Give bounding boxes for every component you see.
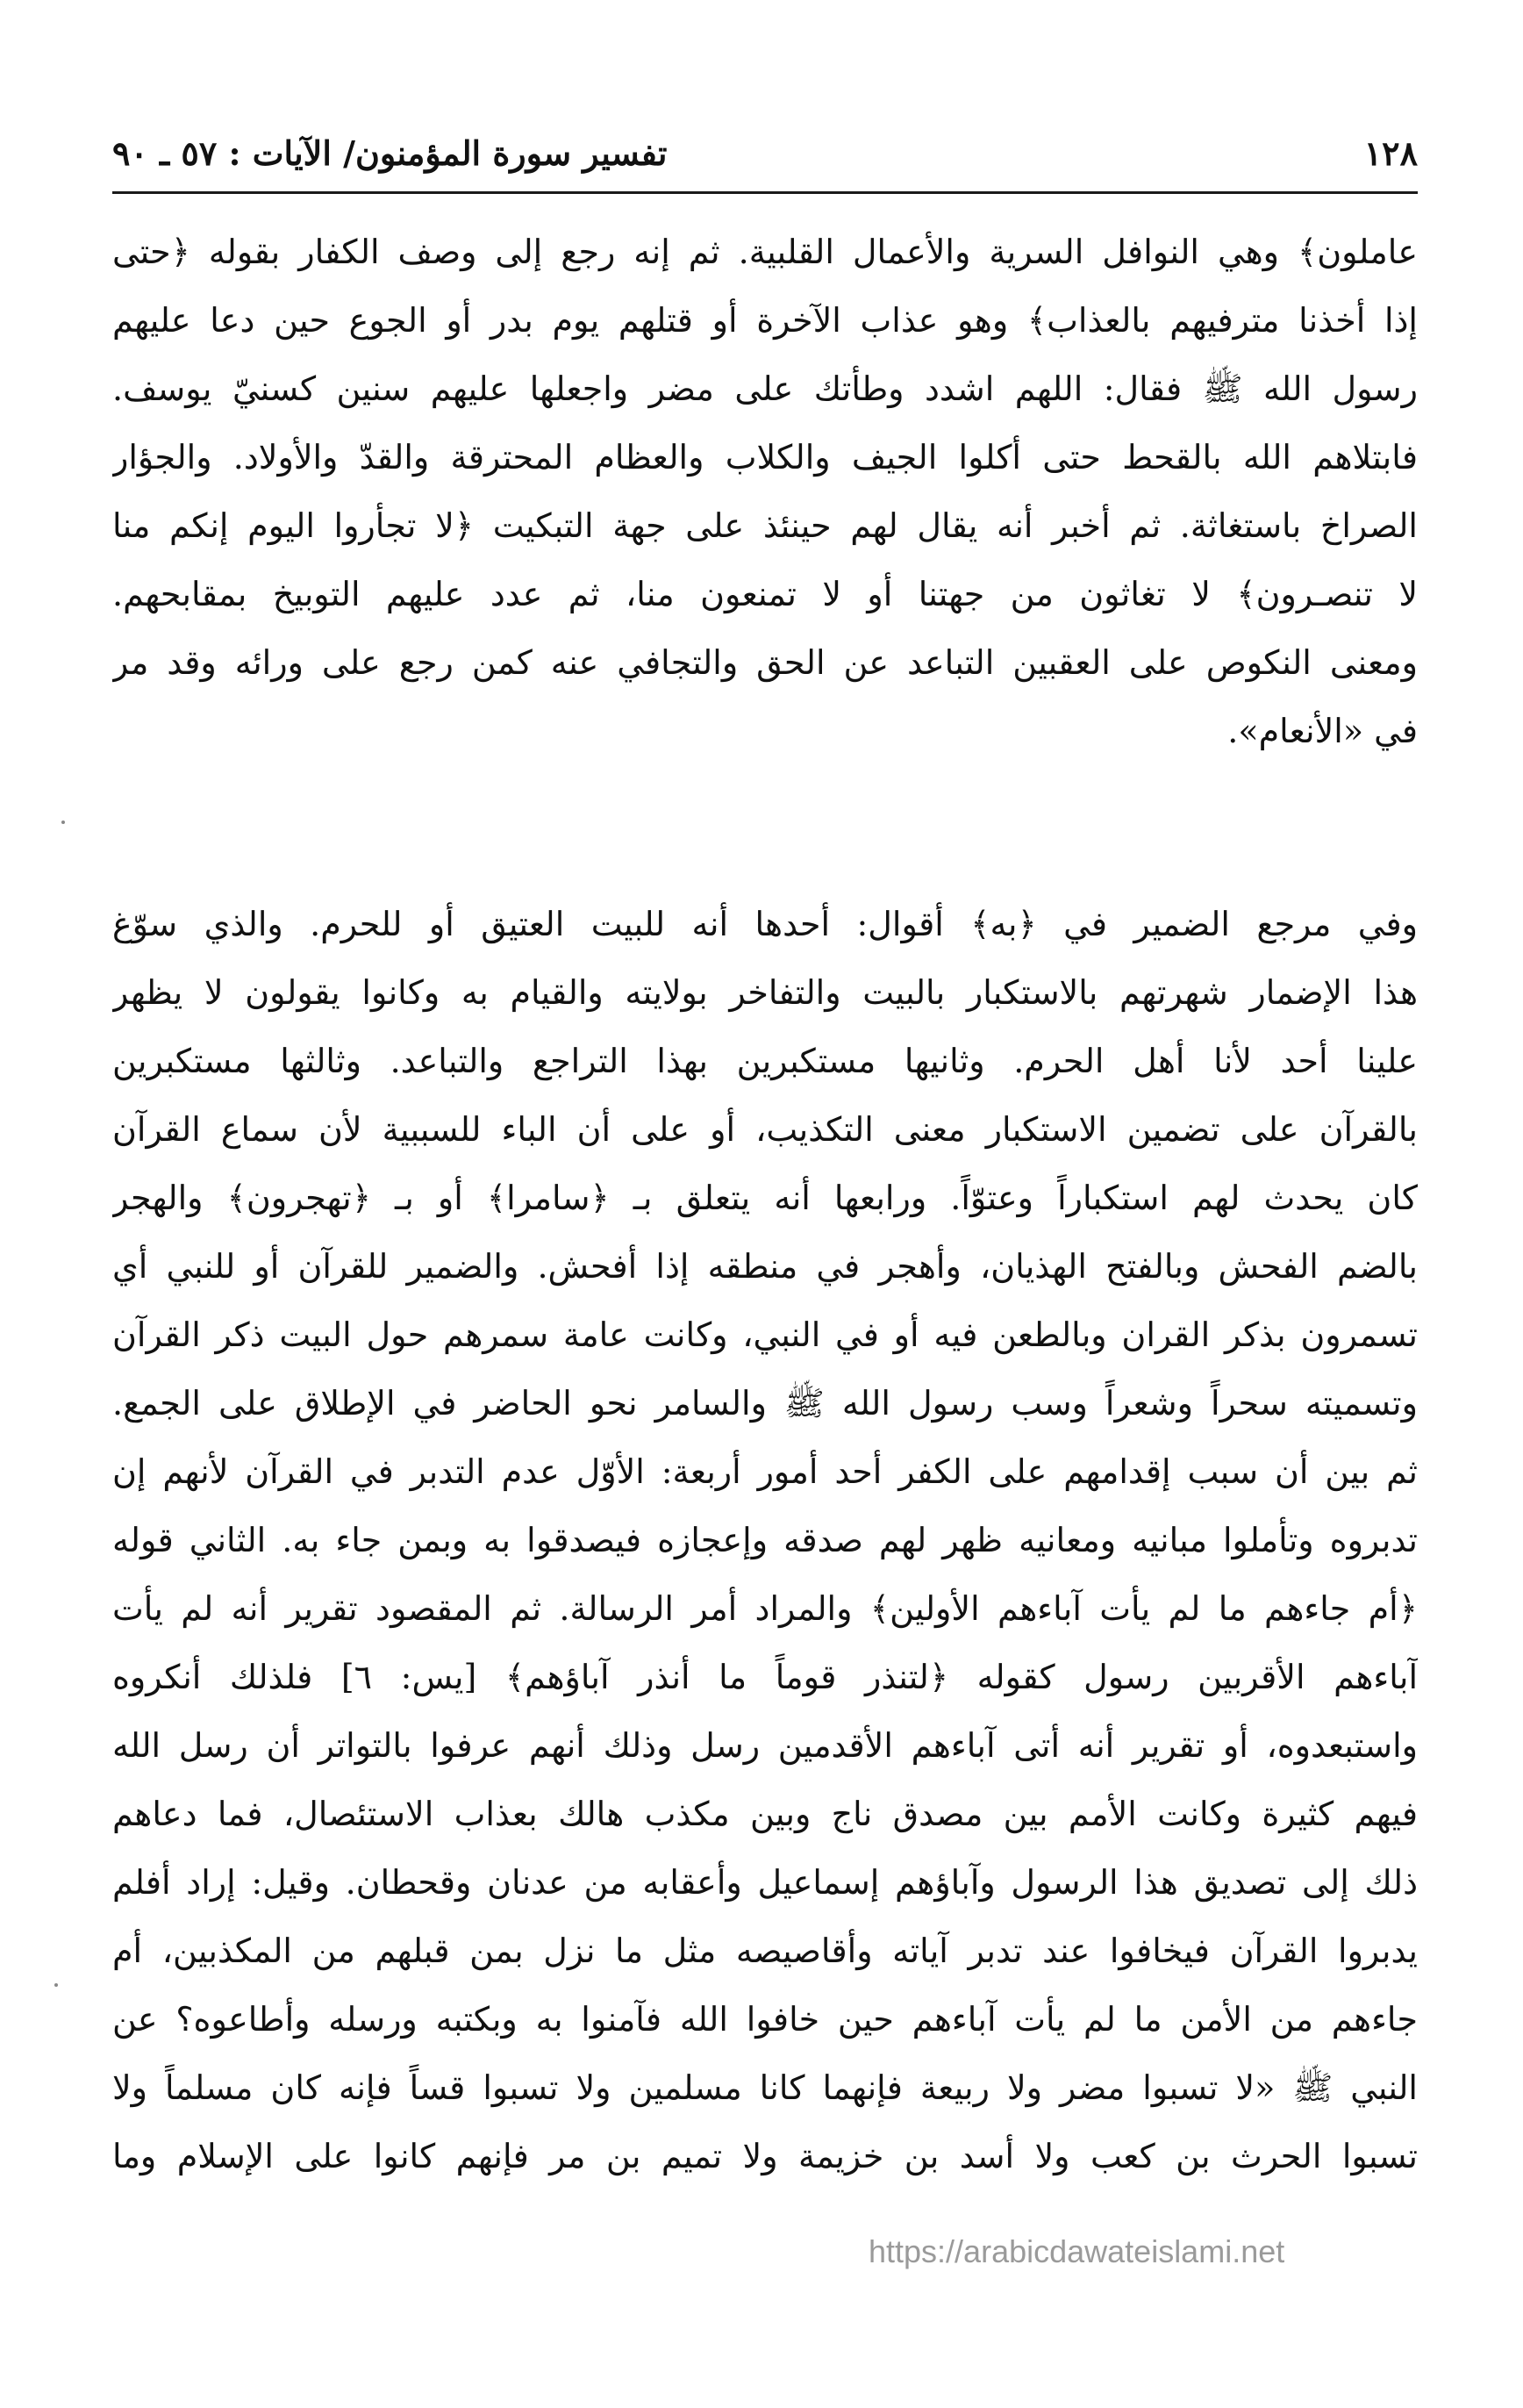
text-line: تدبروه وتأملوا مبانيه ومعانيه ظهر لهم صدقه وإعجازه فيصدقوا به وبمن جاء به. الثاني قوله: [112, 1521, 1418, 1559]
text-line: هذا الإضمار شهرتهم بالاستكبار بالبيت والتفاخر بولايته والقيام به وكانوا يقولون لا يظهر: [112, 973, 1418, 1012]
text-line: آباءهم الأقربين رسول كقوله ﴿لتنذر قوماً ما أنذر آباؤهم﴾ [يس: ٦] فلذلك أنكروه: [112, 1658, 1418, 1696]
text-line: رسول الله ﷺ فقال: اللهم اشدد وطأتك على مضر واجعلها عليهم سنين كسنيّ يوسف.: [112, 369, 1418, 408]
text-line: الصراخ باستغاثة. ثم أخبر أنه يقال لهم حينئذ على جهة التبكيت ﴿لا تجأروا اليوم إنكم منا: [112, 506, 1418, 545]
page-number: ١٢٨: [1363, 133, 1418, 173]
scan-speck: [54, 1983, 58, 1987]
text-line: تسمرون بذكر القران وبالطعن فيه أو في النبي، وكانت عامة سمرهم حول البيت ذكر القرآن: [112, 1315, 1418, 1354]
text-line: ذلك إلى تصديق هذا الرسول وآباؤهم إسماعيل وأعقابه من عدنان وقحطان. وقيل: إراد أفلم: [112, 1863, 1418, 1902]
paragraph-1: [112, 218, 1418, 765]
text-line: كان يحدث لهم استكباراً وعتوّاً. ورابعها أنه يتعلق بـ ﴿سامرا﴾ أو بـ ﴿تهجرون﴾ والهجر: [112, 1179, 1418, 1217]
text-line: لا تنصـرون﴾ لا تغاثون من جهتنا أو لا تمنعون منا، ثم عدد عليهم التوبيخ بمقابحهم.: [112, 575, 1418, 613]
text-line: تسبوا الحرث بن كعب ولا أسد بن خزيمة ولا تميم بن مر فإنهم كانوا على الإسلام وما: [112, 2137, 1418, 2175]
text-line: بالضم الفحش وبالفتح الهذيان، وأهجر في منطقه إذا أفحش. والضمير للقرآن أو للنبي أي: [112, 1247, 1418, 1286]
text-line: ومعنى النكوص على العقبين التباعد عن الحق والتجافي عنه كمن رجع على ورائه وقد مر: [112, 643, 1418, 682]
text-line: جاءهم من الأمن ما لم يأت آباءهم حين خافوا الله فآمنوا به وبكتبه ورسله وأطاعوه؟ عن: [112, 2000, 1418, 2039]
text-line: النبي ﷺ «لا تسبوا مضر ولا ربيعة فإنهما كانا مسلمين ولا تسبوا قساً فإنه كان مسلماً ولا: [112, 2068, 1418, 2107]
scan-speck: [61, 821, 65, 824]
text-line: ثم بين أن سبب إقدامهم على الكفر أحد أمور أربعة: الأوّل عدم التدبر في القرآن لأنهم إن: [112, 1452, 1418, 1491]
text-line: علينا أحد لأنا أهل الحرم. وثانيها مستكبرين بهذا التراجع والتباعد. وثالثها مستكبرين: [112, 1042, 1418, 1080]
text-line: فيهم كثيرة وكانت الأمم بين مصدق ناج وبين مكذب هالك بعذاب الاستئصال، فما دعاهم: [112, 1795, 1418, 1833]
text-line: بالقرآن على تضمين الاستكبار معنى التكذيب، أو على أن الباء للسببية لأن سماع القرآن: [112, 1110, 1418, 1149]
text-line: وتسميته سحراً وشعراً وسب رسول الله ﷺ والسامر نحو الحاضر في الإطلاق على الجمع.: [112, 1384, 1418, 1423]
text-line: وفي مرجع الضمير في ﴿به﴾ أقوال: أحدها أنه للبيت العتيق أو للحرم. والذي سوّغ: [112, 905, 1418, 943]
page-header: [112, 130, 1418, 194]
watermark: https://arabicdawateislami.net: [869, 2233, 1285, 2269]
text-line: في «الأنعام».: [1227, 712, 1418, 750]
paragraph-2: [112, 890, 1418, 2190]
text-line: واستبعدوه، أو تقرير أنه أتى آباءهم الأقدمين رسل وذلك أنهم عرفوا بالتواتر أن رسل الله: [112, 1726, 1418, 1765]
text-line: يدبروا القرآن فيخافوا عند تدبر آياته وأقاصيصه مثل ما نزل بمن قبلهم من المكذبين، أم: [112, 1931, 1418, 1970]
text-line: عاملون﴾ وهي النوافل السرية والأعمال القلبية. ثم إنه رجع إلى وصف الكفار بقوله ﴿حتى: [112, 233, 1418, 271]
text-line: فابتلاهم الله بالقحط حتى أكلوا الجيف والكلاب والعظام المحترقة والقدّ والأولاد. والجؤار: [112, 438, 1418, 477]
text-line: ﴿أم جاءهم ما لم يأت آباءهم الأولين﴾ والمراد أمر الرسالة. ثم المقصود تقرير أنه لم يأت: [112, 1589, 1418, 1628]
running-title: تفسير سورة المؤمنون/ الآيات : ٥٧ ـ ٩٠: [112, 133, 668, 173]
text-line: إذا أخذنا مترفيهم بالعذاب﴾ وهو عذاب الآخرة أو قتلهم يوم بدر أو الجوع حين دعا عليهم: [112, 301, 1418, 340]
